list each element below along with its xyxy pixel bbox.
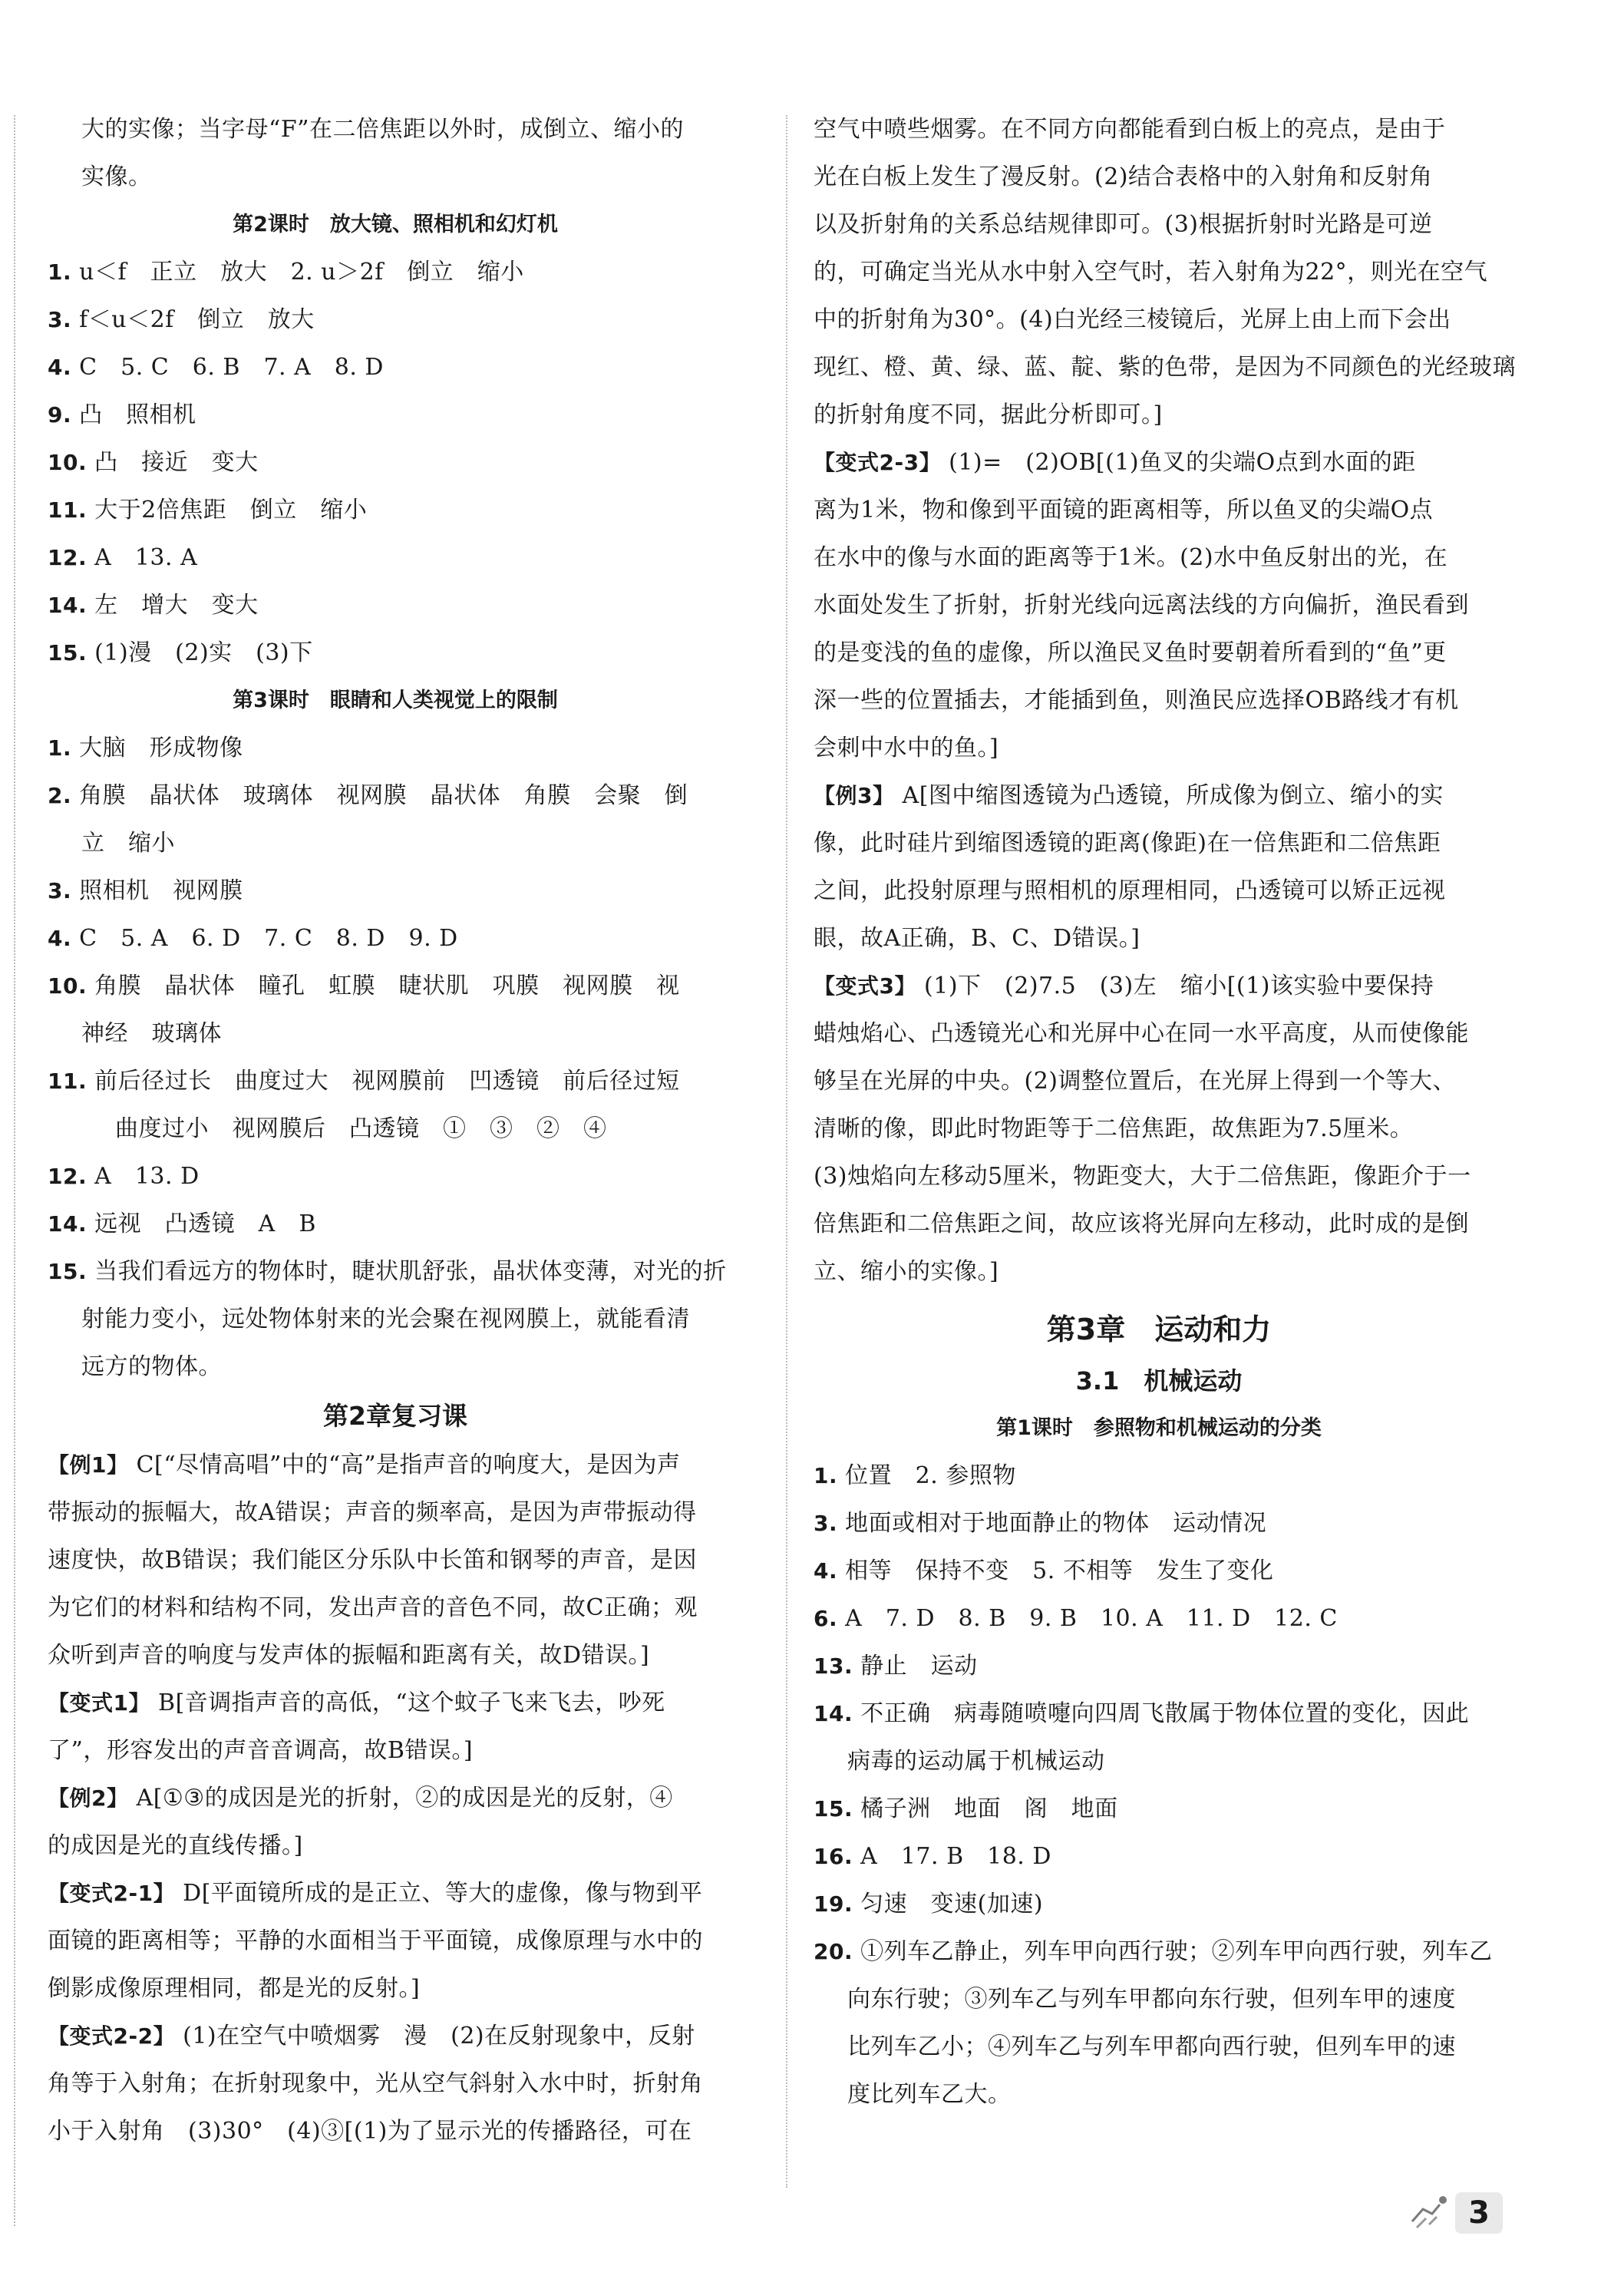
answer-text: 照相机 视网膜 [79,877,243,904]
text-line: 实像。 [81,164,152,190]
answer-item [814,1595,1504,1643]
answer-text: 地面或相对于地面静止的物体 运动情况 [845,1510,1267,1537]
text-line: 眼，故A正确，B、C、D错误。] [814,925,1140,952]
text-line: 了”，形容发出的声音音调高，故B错误。] [48,1737,474,1764]
item-number: 1. [48,735,72,761]
answer-text: A 13. D [94,1163,200,1190]
answer-item [48,725,743,772]
answer-item [48,344,743,391]
item-number: 10. [48,973,87,999]
answer-text: f＜u＜2f 倒立 放大 [79,306,315,333]
item-number: 1. [48,259,72,285]
item-number: 3. [48,878,72,903]
answer-item [814,1833,1504,1881]
text-line: 向东行驶；③列车乙与列车甲都向东行驶，但列车甲的速度 [847,1986,1456,2013]
answer-item [48,249,743,296]
text-line: 的是变浅的鱼的虚像，所以渔民叉鱼时要朝着所看到的“鱼”更 [814,639,1447,666]
answer-text: 凸 接近 变大 [94,449,259,476]
answer-text: 远视 凸透镜 A B [94,1211,316,1237]
answer-text: 角膜 晶状体 玻璃体 视网膜 晶状体 角膜 会聚 倒 [79,782,688,809]
item-number: 4. [48,926,72,951]
answer-text: 凸 照相机 [79,401,196,428]
item-number: 12. [48,545,87,570]
answer-item [48,1058,743,1105]
answer-text: (1)漫 (2)实 (3)下 [94,639,313,666]
answer-item [814,1928,1504,1976]
answer-text: 匀速 变速(加速) [860,1891,1044,1917]
item-number: 14. [48,1211,87,1237]
text-line: 会刺中水中的鱼。] [814,735,999,761]
answer-item [814,1785,1504,1833]
example-tag: 【变式2-3】 [814,450,942,475]
answer-text: (1)= (2)OB[(1)鱼叉的尖端O点到水面的距 [949,449,1416,476]
column-divider [786,115,787,2188]
text-line: 远方的物体。 [81,1353,222,1380]
answer-item [48,487,743,534]
running-figure-icon [1406,2191,1452,2234]
right-column [814,106,1516,2119]
answer-item [814,1643,1504,1690]
section-heading: 第1课时 参照物和机械运动的分类 [996,1416,1322,1440]
text-line: 小于入射角 (3)30° (4)③[(1)为了显示光的传播路径，可在 [48,2118,692,2145]
item-number: 11. [48,1069,87,1094]
answer-item [48,1680,743,1727]
answer-item [48,629,743,677]
text-line: 水面处发生了折射，折射光线向远离法线的方向偏折，渔民看到 [814,592,1469,619]
answer-item [48,391,743,439]
answer-text: C 5. A 6. D 7. C 8. D 9. D [79,925,458,952]
text-line: 的，可确定当光从水中射入空气时，若入射角为22°，则光在空气 [814,259,1488,286]
example-tag: 【变式2-1】 [48,1881,176,1906]
example-tag: 【例2】 [48,1785,129,1811]
text-line: 深一些的位置插去，才能插到鱼，则渔民应选择OB路线才有机 [814,687,1459,714]
answer-text: ①列车乙静止，列车甲向西行驶；②列车甲向西行驶，列车乙 [860,1938,1493,1965]
text-line: 速度快，故B错误；我们能区分乐队中长笛和钢琴的声音，是因 [48,1547,698,1574]
text-line: 倍焦距和二倍焦距之间，故应该将光屏向左移动，此时成的是倒 [814,1211,1469,1237]
text-line: 够呈在光屏的中央。(2)调整位置后，在光屏上得到一个等大、 [814,1068,1456,1095]
answer-item [814,1547,1504,1595]
text-line: 曲度过小 视网膜后 凸透镜 ① ③ ② ④ [115,1115,607,1142]
answer-item [814,1690,1504,1738]
answer-text: 不正确 病毒随喷嚏向四周飞散属于物体位置的变化，因此 [860,1700,1470,1727]
item-number: 15. [48,640,87,666]
section-heading: 第2章复习课 [323,1401,467,1431]
text-line: 为它们的材料和结构不同，发出声音的音色不同，故C正确；观 [48,1594,698,1621]
answer-text: 位置 2. 参照物 [845,1462,1016,1489]
item-number: 15. [48,1259,87,1284]
text-line: (3)烛焰向左移动5厘米，物距变大，大于二倍焦距，像距介于一 [814,1163,1471,1190]
text-line: 倒影成像原理相同，都是光的反射。] [48,1975,421,2002]
text-line: 度比列车乙大。 [847,2081,1012,2108]
text-line: 大的实像；当字母“F”在二倍焦距以外时，成倒立、缩小的 [81,116,684,143]
answer-item [48,582,743,629]
answer-text: 橘子洲 地面 阁 地面 [860,1795,1118,1822]
text-line: 射能力变小，远处物体射来的光会聚在视网膜上，就能看清 [81,1306,690,1333]
answer-item [48,963,743,1010]
text-line: 神经 玻璃体 [81,1020,222,1047]
answer-text: 相等 保持不变 5. 不相等 发生了变化 [845,1557,1274,1584]
answer-text: 前后径过长 曲度过大 视网膜前 凹透镜 前后径过短 [94,1068,680,1095]
answer-text: 大于2倍焦距 倒立 缩小 [94,497,368,524]
answer-item [48,1870,743,1917]
text-line: 光在白板上发生了漫反射。(2)结合表格中的入射角和反射角 [814,164,1433,190]
answer-item [48,1248,743,1296]
text-line: 之间，此投射原理与照相机的原理相同，凸透镜可以矫正远视 [814,877,1446,904]
answer-item [48,2013,743,2060]
text-line: 立 缩小 [81,830,175,857]
item-number: 14. [814,1701,853,1726]
text-line: 带振动的振幅大，故A错误；声音的频率高，是因为声带振动得 [48,1499,697,1526]
answer-item [48,439,743,487]
example-tag: 【变式3】 [814,973,916,999]
answer-item [814,963,1504,1010]
answer-item [814,439,1504,487]
item-number: 15. [814,1796,853,1822]
answer-text: B[音调指声音的高低，“这个蚊子飞来飞去，吵死 [158,1690,665,1716]
answer-text: A 7. D 8. B 9. B 10. A 11. D 12. C [845,1605,1338,1632]
answer-text: 静止 运动 [860,1653,978,1680]
item-number: 13. [814,1653,853,1679]
text-line: 比列车乙小；④列车乙与列车甲都向西行驶，但列车甲的速 [847,2033,1456,2060]
answer-item [48,1442,743,1489]
answer-item [814,1452,1504,1500]
answer-item [814,1500,1504,1547]
text-line: 清晰的像，即此时物距等于二倍焦距，故焦距为7.5厘米。 [814,1115,1414,1142]
answer-text: 角膜 晶状体 瞳孔 虹膜 睫状肌 巩膜 视网膜 视 [94,973,680,999]
item-number: 3. [48,307,72,332]
left-column [48,106,743,2155]
answer-text: C 5. C 6. B 7. A 8. D [79,354,384,381]
section-heading: 第3课时 眼睛和人类视觉上的限制 [233,689,558,712]
text-line: 离为1米，物和像到平面镜的距离相等，所以鱼叉的尖端O点 [814,497,1434,524]
answer-item [48,1153,743,1201]
item-number: 6. [814,1606,838,1631]
text-line: 空气中喷些烟雾。在不同方向都能看到白板上的亮点，是由于 [814,116,1446,143]
item-number: 12. [48,1164,87,1189]
item-number: 14. [48,593,87,618]
section-heading: 3.1 机械运动 [1075,1366,1243,1396]
item-number: 9. [48,402,72,428]
example-tag: 【例3】 [814,783,895,808]
text-line: 现红、橙、黄、绿、蓝、靛、紫的色带，是因为不同颜色的光经玻璃 [814,354,1516,381]
section-heading: 第2课时 放大镜、照相机和幻灯机 [233,213,558,236]
item-number: 2. [48,783,72,808]
section-heading: 第3章 运动和力 [1046,1313,1272,1346]
answer-text: (1)在空气中喷烟雾 漫 (2)在反射现象中，反射 [183,2023,695,2050]
answer-item [48,867,743,915]
example-tag: 【例1】 [48,1452,129,1478]
answer-item [48,1775,743,1822]
item-number: 4. [814,1558,838,1584]
item-number: 16. [814,1844,853,1869]
answer-item [48,772,743,820]
answer-item [814,1881,1504,1928]
example-tag: 【变式2-2】 [48,2023,176,2049]
answer-item [48,296,743,344]
text-line: 角等于入射角；在折射现象中，光从空气斜射入水中时，折射角 [48,2070,703,2097]
text-line: 的折射角度不同，据此分析即可。] [814,401,1163,428]
item-number: 1. [814,1463,838,1488]
answer-text: u＜f 正立 放大 2. u＞2f 倒立 缩小 [79,259,524,286]
text-line: 病毒的运动属于机械运动 [847,1748,1105,1775]
answer-item [48,1201,743,1248]
text-line: 像，此时硅片到缩图透镜的距离(像距)在一倍焦距和二倍焦距 [814,830,1441,857]
answer-item [48,534,743,582]
answer-text: A 17. B 18. D [860,1843,1051,1870]
item-number: 4. [48,355,72,380]
item-number: 19. [814,1891,853,1917]
page-number: 3 [1455,2192,1503,2234]
text-line: 立、缩小的实像。] [814,1258,999,1285]
text-line: 以及折射角的关系总结规律即可。(3)根据折射时光路是可逆 [814,211,1433,238]
item-number: 3. [814,1511,838,1536]
example-tag: 【变式1】 [48,1690,150,1716]
text-line: 面镜的距离相等；平静的水面相当于平面镜，成像原理与水中的 [48,1927,703,1954]
answer-text: 左 增大 变大 [94,592,259,619]
answer-text: 大脑 形成物像 [79,735,243,761]
answer-item [814,772,1504,820]
answer-text: A[①③的成因是光的折射，②的成因是光的反射，④ [136,1785,673,1812]
text-line: 中的折射角为30°。(4)白光经三棱镜后，光屏上由上而下会出 [814,306,1451,333]
item-number: 10. [48,450,87,475]
item-number: 11. [48,497,87,523]
text-line: 在水中的像与水面的距离等于1米。(2)水中鱼反射出的光，在 [814,544,1448,571]
answer-text: A 13. A [94,544,198,571]
text-line: 众听到声音的响度与发声体的振幅和距离有关，故D错误。] [48,1642,650,1669]
answer-text: C[“尽情高唱”中的“高”是指声音的响度大，是因为声 [136,1452,681,1478]
answer-text: (1)下 (2)7.5 (3)左 缩小[(1)该实验中要保持 [924,973,1434,999]
answer-item [48,915,743,963]
answer-text: D[平面镜所成的是正立、等大的虚像，像与物到平 [183,1880,703,1907]
left-margin-rule [14,115,15,2226]
answer-text: A[图中缩图透镜为凸透镜，所成像为倒立、缩小的实 [902,782,1444,809]
item-number: 20. [814,1939,853,1964]
answer-text: 当我们看远方的物体时，睫状肌舒张，晶状体变薄，对光的折 [94,1258,727,1285]
text-line: 蜡烛焰心、凸透镜光心和光屏中心在同一水平高度，从而使像能 [814,1020,1469,1047]
text-line: 的成因是光的直线传播。] [48,1832,303,1859]
